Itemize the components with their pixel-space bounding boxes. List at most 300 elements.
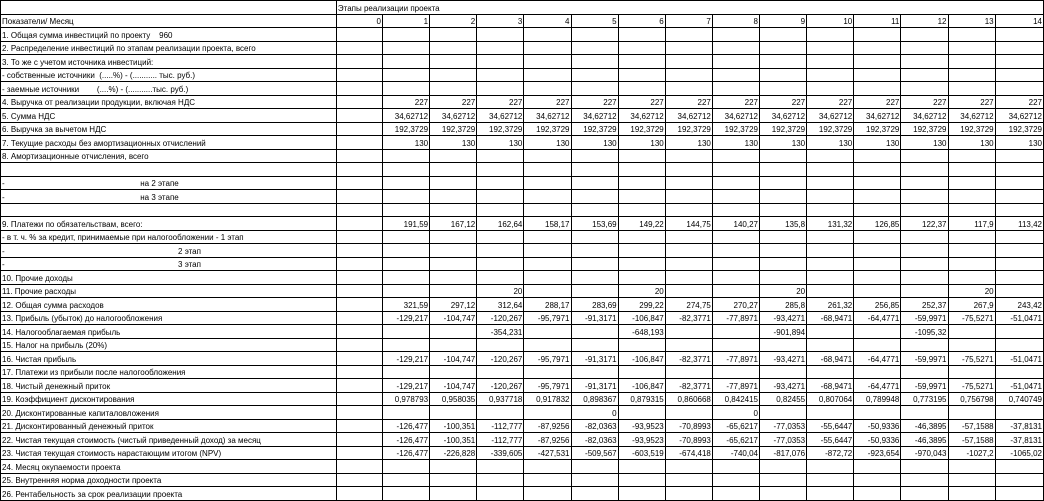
cell-month-2 [430, 257, 477, 271]
cell-month-4 [524, 338, 571, 352]
row-label [1, 163, 337, 177]
cell-month-0 [336, 298, 382, 312]
cell-month-2 [430, 41, 477, 55]
cell-month-13 [948, 176, 995, 190]
row-label: 13. Прибыль (убыток) до налогообложения [1, 311, 337, 325]
cell-month-13: 267,9 [948, 298, 995, 312]
cell-month-13 [948, 338, 995, 352]
table-row [1, 41, 1044, 55]
cell-month-14 [995, 365, 1043, 379]
table-row [1, 230, 1044, 244]
cell-month-1 [383, 82, 430, 96]
cell-month-13: -75,5271 [948, 352, 995, 366]
cell-month-6: 192,3729 [618, 122, 665, 136]
cell-month-10: -68,9471 [807, 311, 854, 325]
table-row [1, 28, 1044, 42]
month-header-7: 7 [665, 14, 712, 28]
cell-month-12 [901, 149, 948, 163]
cell-month-11 [854, 41, 901, 55]
cell-month-14 [995, 190, 1043, 204]
cell-month-6 [618, 203, 665, 217]
table-row [1, 95, 1044, 109]
cell-month-0 [336, 379, 382, 393]
cell-month-6 [618, 230, 665, 244]
stage-title: Этапы реализации проекта [336, 1, 1043, 15]
cell-month-4: 192,3729 [524, 122, 571, 136]
cell-month-9 [760, 460, 807, 474]
cell-month-11 [854, 487, 901, 501]
cell-month-12 [901, 338, 948, 352]
cell-month-12 [901, 163, 948, 177]
cell-month-6 [618, 82, 665, 96]
cell-month-4: 288,17 [524, 298, 571, 312]
table-row [1, 392, 1044, 406]
cell-month-2 [430, 271, 477, 285]
cell-month-10: 130 [807, 136, 854, 150]
cell-month-0 [336, 257, 382, 271]
cell-month-3 [477, 244, 524, 258]
cell-month-11 [854, 473, 901, 487]
cell-month-14: 113,42 [995, 217, 1043, 231]
cell-month-11 [854, 176, 901, 190]
cell-month-12: 252,37 [901, 298, 948, 312]
cell-month-9 [760, 271, 807, 285]
cell-month-13 [948, 460, 995, 474]
cell-month-0 [336, 68, 382, 82]
cell-month-11 [854, 338, 901, 352]
cell-month-9: -93,4271 [760, 352, 807, 366]
cell-month-4 [524, 271, 571, 285]
cell-month-12 [901, 244, 948, 258]
month-header-4: 4 [524, 14, 571, 28]
row-label: 16. Чистая прибыль [1, 352, 337, 366]
cell-month-7 [665, 55, 712, 69]
cell-month-7 [665, 460, 712, 474]
month-header-11: 11 [854, 14, 901, 28]
row-label: 6. Выручка за вычетом НДС [1, 122, 337, 136]
cell-month-3 [477, 82, 524, 96]
cell-month-13 [948, 55, 995, 69]
cell-month-13: -57,1588 [948, 433, 995, 447]
cell-month-9 [760, 473, 807, 487]
cell-month-3: 312,64 [477, 298, 524, 312]
cell-month-4: -95,7971 [524, 311, 571, 325]
cell-month-0 [336, 55, 382, 69]
cell-month-5: 34,62712 [571, 109, 618, 123]
cell-month-9 [760, 230, 807, 244]
cell-month-3: 34,62712 [477, 109, 524, 123]
table-row [1, 446, 1044, 460]
cell-month-6 [618, 28, 665, 42]
cell-month-2 [430, 149, 477, 163]
cell-month-7: -82,3771 [665, 352, 712, 366]
cell-month-12: 130 [901, 136, 948, 150]
cell-month-3 [477, 203, 524, 217]
cell-month-2 [430, 163, 477, 177]
cell-month-13 [948, 244, 995, 258]
cell-month-1 [383, 68, 430, 82]
cell-month-5: 283,69 [571, 298, 618, 312]
cell-month-10: -55,6447 [807, 433, 854, 447]
cell-month-13 [948, 28, 995, 42]
cell-month-14 [995, 271, 1043, 285]
cell-month-7: 0,860668 [665, 392, 712, 406]
cell-month-11: -64,4771 [854, 311, 901, 325]
cell-month-3: -120,267 [477, 352, 524, 366]
cell-month-11 [854, 82, 901, 96]
row-label: 23. Чистая текущая стоимость нарастающим итогом (NPV) [1, 446, 337, 460]
cell-month-13 [948, 230, 995, 244]
cell-month-2 [430, 203, 477, 217]
cell-month-2 [430, 406, 477, 420]
cell-month-12: -46,3895 [901, 419, 948, 433]
cell-month-2: -100,351 [430, 433, 477, 447]
cell-month-0 [336, 203, 382, 217]
cell-month-6 [618, 55, 665, 69]
cell-month-10 [807, 68, 854, 82]
cell-month-5 [571, 68, 618, 82]
cell-month-5 [571, 203, 618, 217]
cell-month-14 [995, 41, 1043, 55]
cell-month-7 [665, 487, 712, 501]
row-label: - 2 этап [1, 244, 337, 258]
cell-month-11: 34,62712 [854, 109, 901, 123]
row-label: - в т. ч. % за кредит, принимаемые при налогообложении - 1 этап [1, 230, 337, 244]
cell-month-1: 191,59 [383, 217, 430, 231]
cell-month-13 [948, 271, 995, 285]
row-label: 2. Распределение инвестиций по этапам реализации проекта, всего [1, 41, 337, 55]
cell-month-9: -93,4271 [760, 379, 807, 393]
cell-month-7 [665, 257, 712, 271]
month-header-12: 12 [901, 14, 948, 28]
cell-month-10: -55,6447 [807, 419, 854, 433]
cell-month-5: -509,567 [571, 446, 618, 460]
cell-month-3 [477, 406, 524, 420]
table-row [1, 82, 1044, 96]
cell-month-13: 117,9 [948, 217, 995, 231]
table-row [1, 338, 1044, 352]
cell-month-12: 227 [901, 95, 948, 109]
cell-month-11: -64,4771 [854, 352, 901, 366]
cell-month-1 [383, 473, 430, 487]
cell-month-2: 227 [430, 95, 477, 109]
cell-month-5: 0,898367 [571, 392, 618, 406]
cell-month-3 [477, 28, 524, 42]
cell-month-9: -77,0353 [760, 419, 807, 433]
cell-month-14 [995, 149, 1043, 163]
cell-month-1 [383, 325, 430, 339]
cell-month-14 [995, 163, 1043, 177]
month-header-3: 3 [477, 14, 524, 28]
cell-month-3 [477, 163, 524, 177]
row-label: 15. Налог на прибыль (20%) [1, 338, 337, 352]
table-row [1, 311, 1044, 325]
row-label: - собственные источники (.....%) - (........... тыс. руб.) [1, 68, 337, 82]
cell-month-5 [571, 284, 618, 298]
cell-month-13: 34,62712 [948, 109, 995, 123]
cell-month-8: -77,8971 [712, 379, 759, 393]
cell-month-13: -75,5271 [948, 379, 995, 393]
cell-month-10: 34,62712 [807, 109, 854, 123]
cell-month-10 [807, 82, 854, 96]
cell-month-11: 256,85 [854, 298, 901, 312]
cell-month-11 [854, 406, 901, 420]
cell-month-12 [901, 55, 948, 69]
cell-month-12: -970,043 [901, 446, 948, 460]
cell-month-10 [807, 406, 854, 420]
cell-month-12: -59,9971 [901, 379, 948, 393]
cell-month-8: -740,04 [712, 446, 759, 460]
cell-month-12: 122,37 [901, 217, 948, 231]
cell-month-4: 130 [524, 136, 571, 150]
cell-month-11 [854, 149, 901, 163]
cell-month-2 [430, 82, 477, 96]
row-label: 10. Прочие доходы [1, 271, 337, 285]
cell-month-0 [336, 163, 382, 177]
cell-month-6: 130 [618, 136, 665, 150]
cell-month-2: 167,12 [430, 217, 477, 231]
cell-month-12 [901, 473, 948, 487]
row-label: 4. Выручка от реализации продукции, включая НДС [1, 95, 337, 109]
cell-month-6: -648,193 [618, 325, 665, 339]
cell-month-12: -46,3895 [901, 433, 948, 447]
cell-month-0 [336, 487, 382, 501]
cell-month-7 [665, 68, 712, 82]
cell-month-0 [336, 95, 382, 109]
row-label: 25. Внутренняя норма доходности проекта [1, 473, 337, 487]
cell-month-4: -427,531 [524, 446, 571, 460]
row-label: 14. Налогооблагаемая прибыль [1, 325, 337, 339]
cell-month-13 [948, 68, 995, 82]
cell-month-3: -112,777 [477, 433, 524, 447]
cell-month-5 [571, 28, 618, 42]
cell-month-9 [760, 28, 807, 42]
cell-month-8 [712, 68, 759, 82]
cell-month-11 [854, 55, 901, 69]
cell-month-14: -51,0471 [995, 379, 1043, 393]
cell-month-8 [712, 487, 759, 501]
cell-month-11: 126,85 [854, 217, 901, 231]
cell-month-14 [995, 487, 1043, 501]
table-row [1, 433, 1044, 447]
cell-month-12: -59,9971 [901, 352, 948, 366]
cell-month-12 [901, 271, 948, 285]
row-label: 12. Общая сумма расходов [1, 298, 337, 312]
cell-month-7 [665, 163, 712, 177]
month-header-6: 6 [618, 14, 665, 28]
cell-month-0 [336, 230, 382, 244]
table-row [1, 109, 1044, 123]
cell-month-6 [618, 163, 665, 177]
cell-month-8 [712, 460, 759, 474]
cell-month-14 [995, 244, 1043, 258]
cell-month-4 [524, 244, 571, 258]
cell-month-5 [571, 325, 618, 339]
cell-month-1 [383, 149, 430, 163]
cell-month-7: 34,62712 [665, 109, 712, 123]
cell-month-0 [336, 217, 382, 231]
cell-month-4 [524, 460, 571, 474]
cell-month-7 [665, 244, 712, 258]
cell-month-0 [336, 352, 382, 366]
cell-month-11 [854, 68, 901, 82]
row-label: 9. Платежи по обязательствам, всего: [1, 217, 337, 231]
table-row [1, 284, 1044, 298]
cell-month-9: 192,3729 [760, 122, 807, 136]
cell-month-13 [948, 365, 995, 379]
cell-month-8: 227 [712, 95, 759, 109]
cell-month-14: 192,3729 [995, 122, 1043, 136]
cell-month-9 [760, 82, 807, 96]
cell-month-4 [524, 487, 571, 501]
cell-month-6: -106,847 [618, 352, 665, 366]
table-row [1, 55, 1044, 69]
cell-month-5: -82,0363 [571, 433, 618, 447]
cell-month-4 [524, 257, 571, 271]
cell-month-13 [948, 163, 995, 177]
cell-month-6: -603,519 [618, 446, 665, 460]
cell-month-1 [383, 460, 430, 474]
cell-month-8 [712, 41, 759, 55]
cell-month-1: -126,477 [383, 433, 430, 447]
cell-month-14: 227 [995, 95, 1043, 109]
cell-month-10 [807, 244, 854, 258]
cell-month-7: 227 [665, 95, 712, 109]
cell-month-6 [618, 190, 665, 204]
cell-month-3 [477, 190, 524, 204]
cell-month-13: 20 [948, 284, 995, 298]
cell-month-9 [760, 55, 807, 69]
cell-month-6: 0,879315 [618, 392, 665, 406]
cell-month-10 [807, 257, 854, 271]
cell-month-1: 0,978793 [383, 392, 430, 406]
cell-month-13 [948, 190, 995, 204]
cell-month-7 [665, 149, 712, 163]
cell-month-14 [995, 338, 1043, 352]
row-label: 18. Чистый денежный приток [1, 379, 337, 393]
cell-month-9: 20 [760, 284, 807, 298]
cell-month-9 [760, 487, 807, 501]
row-label: - 3 этап [1, 257, 337, 271]
cell-month-9: 130 [760, 136, 807, 150]
table-row [1, 163, 1044, 177]
cell-month-2 [430, 176, 477, 190]
cell-month-4 [524, 203, 571, 217]
cell-month-10 [807, 41, 854, 55]
cell-month-3: -120,267 [477, 379, 524, 393]
cell-month-1 [383, 176, 430, 190]
row-label: 5. Сумма НДС [1, 109, 337, 123]
cell-month-13 [948, 406, 995, 420]
cell-month-10 [807, 176, 854, 190]
cell-month-0 [336, 136, 382, 150]
cell-month-14 [995, 82, 1043, 96]
cell-month-12 [901, 203, 948, 217]
cell-month-2: 34,62712 [430, 109, 477, 123]
cell-month-0 [336, 122, 382, 136]
cell-month-4 [524, 149, 571, 163]
cell-month-2: -104,747 [430, 379, 477, 393]
cell-month-1: 321,59 [383, 298, 430, 312]
cell-month-9: -901,894 [760, 325, 807, 339]
cell-month-14 [995, 325, 1043, 339]
cell-month-5 [571, 149, 618, 163]
cell-month-13: 227 [948, 95, 995, 109]
cell-month-9: 34,62712 [760, 109, 807, 123]
table-row [1, 217, 1044, 231]
cell-month-10 [807, 460, 854, 474]
row-label: 11. Прочие расходы [1, 284, 337, 298]
cell-month-9 [760, 163, 807, 177]
cell-month-0 [336, 311, 382, 325]
cell-month-14: 0,740749 [995, 392, 1043, 406]
cell-month-4: 0,917832 [524, 392, 571, 406]
table-row [1, 379, 1044, 393]
table-row [1, 257, 1044, 271]
cell-month-0 [336, 338, 382, 352]
cell-month-2: -104,747 [430, 311, 477, 325]
cell-month-4: 227 [524, 95, 571, 109]
cell-month-0 [336, 82, 382, 96]
cell-month-11 [854, 460, 901, 474]
cell-month-10 [807, 230, 854, 244]
cell-month-0 [336, 433, 382, 447]
cell-month-1 [383, 257, 430, 271]
row-label: 20. Дисконтированные капиталовложения [1, 406, 337, 420]
cell-month-6 [618, 473, 665, 487]
cell-month-9 [760, 149, 807, 163]
cell-month-2: 192,3729 [430, 122, 477, 136]
cell-month-3: 227 [477, 95, 524, 109]
table-row [1, 406, 1044, 420]
cell-month-3: 192,3729 [477, 122, 524, 136]
cell-month-12 [901, 176, 948, 190]
cell-month-14 [995, 230, 1043, 244]
row-label: - на 3 этапе [1, 190, 337, 204]
cell-month-1: 227 [383, 95, 430, 109]
table-row [1, 68, 1044, 82]
row-label: - на 2 этапе [1, 176, 337, 190]
cell-month-5: -82,0363 [571, 419, 618, 433]
cell-month-6: 34,62712 [618, 109, 665, 123]
cell-month-7 [665, 325, 712, 339]
cell-month-5 [571, 82, 618, 96]
cell-month-7 [665, 338, 712, 352]
cell-month-12 [901, 82, 948, 96]
cell-month-14: 243,42 [995, 298, 1043, 312]
cell-month-3 [477, 55, 524, 69]
cell-month-5 [571, 55, 618, 69]
cell-month-4: 34,62712 [524, 109, 571, 123]
cell-month-2 [430, 190, 477, 204]
cell-month-8 [712, 203, 759, 217]
cell-month-2 [430, 244, 477, 258]
cell-month-5 [571, 257, 618, 271]
cell-month-11: 130 [854, 136, 901, 150]
cell-month-4 [524, 325, 571, 339]
cell-month-14 [995, 460, 1043, 474]
cell-month-5: 153,69 [571, 217, 618, 231]
cell-month-0 [336, 446, 382, 460]
cell-month-3: 0,937718 [477, 392, 524, 406]
cell-month-9 [760, 365, 807, 379]
cell-month-6 [618, 487, 665, 501]
cell-month-5 [571, 473, 618, 487]
cell-month-2 [430, 325, 477, 339]
row-label: 21. Дисконтированный денежный приток [1, 419, 337, 433]
cell-month-11: -50,9336 [854, 433, 901, 447]
cell-month-8 [712, 149, 759, 163]
